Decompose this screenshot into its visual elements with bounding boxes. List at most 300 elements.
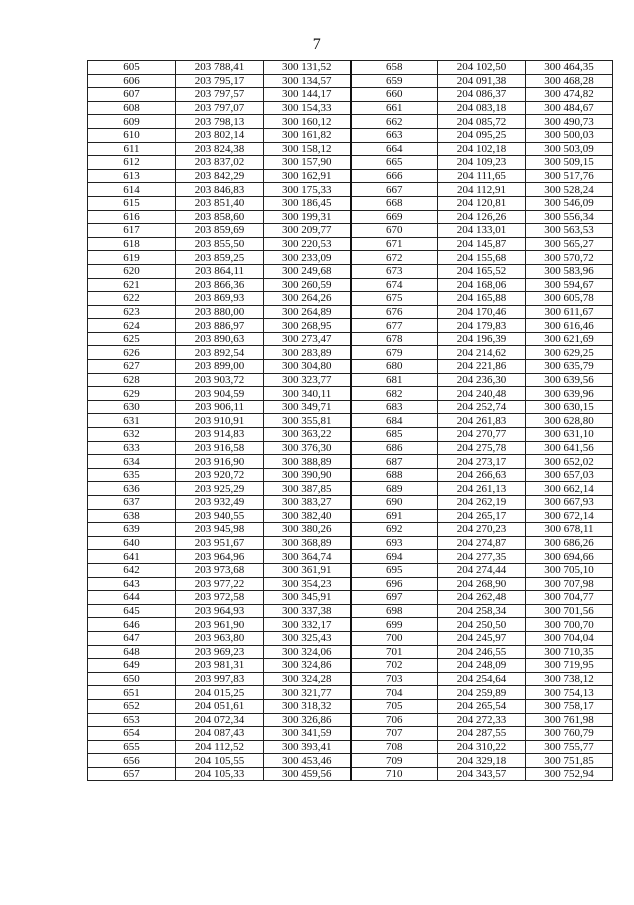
x-coordinate-cell: 203 920,72 bbox=[176, 468, 264, 482]
y-coordinate-cell: 300 376,30 bbox=[264, 441, 351, 455]
point-number-cell: 631 bbox=[88, 414, 176, 428]
table-row bbox=[88, 128, 613, 142]
x-coordinate-cell: 204 259,89 bbox=[438, 686, 526, 700]
x-coordinate-cell: 204 155,68 bbox=[438, 251, 526, 265]
y-coordinate-cell: 300 704,04 bbox=[526, 631, 613, 645]
y-coordinate-cell: 300 321,77 bbox=[264, 686, 351, 700]
table-row bbox=[88, 373, 613, 387]
y-coordinate-cell: 300 273,47 bbox=[264, 332, 351, 346]
y-coordinate-cell: 300 162,91 bbox=[264, 169, 351, 183]
y-coordinate-cell: 300 157,90 bbox=[264, 156, 351, 170]
y-coordinate-cell: 300 160,12 bbox=[264, 115, 351, 129]
point-number-cell: 670 bbox=[351, 224, 438, 238]
point-number-cell: 663 bbox=[351, 128, 438, 142]
x-coordinate-cell: 204 015,25 bbox=[176, 686, 264, 700]
x-coordinate-cell: 204 248,09 bbox=[438, 659, 526, 673]
point-number-cell: 642 bbox=[88, 563, 176, 577]
y-coordinate-cell: 300 616,46 bbox=[526, 319, 613, 333]
table-row bbox=[88, 577, 613, 591]
y-coordinate-cell: 300 260,59 bbox=[264, 278, 351, 292]
y-coordinate-cell: 300 175,33 bbox=[264, 183, 351, 197]
x-coordinate-cell: 204 272,33 bbox=[438, 713, 526, 727]
point-number-cell: 621 bbox=[88, 278, 176, 292]
point-number-cell: 647 bbox=[88, 631, 176, 645]
y-coordinate-cell: 300 694,66 bbox=[526, 550, 613, 564]
x-coordinate-cell: 204 275,78 bbox=[438, 441, 526, 455]
point-number-cell: 616 bbox=[88, 210, 176, 224]
point-number-cell: 685 bbox=[351, 428, 438, 442]
point-number-cell: 657 bbox=[88, 767, 176, 781]
y-coordinate-cell: 300 158,12 bbox=[264, 142, 351, 156]
x-coordinate-cell: 204 240,48 bbox=[438, 387, 526, 401]
table-row bbox=[88, 278, 613, 292]
x-coordinate-cell: 203 925,29 bbox=[176, 482, 264, 496]
x-coordinate-cell: 203 964,93 bbox=[176, 604, 264, 618]
y-coordinate-cell: 300 220,53 bbox=[264, 237, 351, 251]
y-coordinate-cell: 300 611,67 bbox=[526, 305, 613, 319]
y-coordinate-cell: 300 752,94 bbox=[526, 767, 613, 781]
table-row bbox=[88, 74, 613, 88]
point-number-cell: 708 bbox=[351, 740, 438, 754]
x-coordinate-cell: 204 265,17 bbox=[438, 509, 526, 523]
point-number-cell: 703 bbox=[351, 672, 438, 686]
y-coordinate-cell: 300 341,59 bbox=[264, 727, 351, 741]
point-number-cell: 675 bbox=[351, 292, 438, 306]
x-coordinate-cell: 204 087,43 bbox=[176, 727, 264, 741]
x-coordinate-cell: 203 890,63 bbox=[176, 332, 264, 346]
point-number-cell: 698 bbox=[351, 604, 438, 618]
x-coordinate-cell: 203 899,00 bbox=[176, 360, 264, 374]
table-row bbox=[88, 210, 613, 224]
point-number-cell: 689 bbox=[351, 482, 438, 496]
point-number-cell: 706 bbox=[351, 713, 438, 727]
x-coordinate-cell: 203 869,93 bbox=[176, 292, 264, 306]
x-coordinate-cell: 203 906,11 bbox=[176, 400, 264, 414]
x-coordinate-cell: 204 250,50 bbox=[438, 618, 526, 632]
point-number-cell: 641 bbox=[88, 550, 176, 564]
table-row bbox=[88, 767, 613, 781]
x-coordinate-cell: 203 910,91 bbox=[176, 414, 264, 428]
point-number-cell: 619 bbox=[88, 251, 176, 265]
y-coordinate-cell: 300 635,79 bbox=[526, 360, 613, 374]
x-coordinate-cell: 203 964,96 bbox=[176, 550, 264, 564]
point-number-cell: 633 bbox=[88, 441, 176, 455]
x-coordinate-cell: 203 932,49 bbox=[176, 496, 264, 510]
point-number-cell: 605 bbox=[88, 61, 176, 75]
point-number-cell: 679 bbox=[351, 346, 438, 360]
point-number-cell: 690 bbox=[351, 496, 438, 510]
table-row bbox=[88, 740, 613, 754]
table-row bbox=[88, 251, 613, 265]
x-coordinate-cell: 204 252,74 bbox=[438, 400, 526, 414]
point-number-cell: 653 bbox=[88, 713, 176, 727]
table-row bbox=[88, 550, 613, 564]
x-coordinate-cell: 204 277,35 bbox=[438, 550, 526, 564]
point-number-cell: 637 bbox=[88, 496, 176, 510]
x-coordinate-cell: 203 892,54 bbox=[176, 346, 264, 360]
point-number-cell: 652 bbox=[88, 699, 176, 713]
x-coordinate-cell: 203 886,97 bbox=[176, 319, 264, 333]
x-coordinate-cell: 204 145,87 bbox=[438, 237, 526, 251]
y-coordinate-cell: 300 509,15 bbox=[526, 156, 613, 170]
y-coordinate-cell: 300 393,41 bbox=[264, 740, 351, 754]
y-coordinate-cell: 300 361,91 bbox=[264, 563, 351, 577]
x-coordinate-cell: 204 095,25 bbox=[438, 128, 526, 142]
x-coordinate-cell: 204 085,72 bbox=[438, 115, 526, 129]
table-row bbox=[88, 156, 613, 170]
y-coordinate-cell: 300 546,09 bbox=[526, 196, 613, 210]
y-coordinate-cell: 300 628,80 bbox=[526, 414, 613, 428]
point-number-cell: 696 bbox=[351, 577, 438, 591]
x-coordinate-cell: 204 051,61 bbox=[176, 699, 264, 713]
point-number-cell: 710 bbox=[351, 767, 438, 781]
x-coordinate-cell: 204 274,44 bbox=[438, 563, 526, 577]
point-number-cell: 623 bbox=[88, 305, 176, 319]
point-number-cell: 625 bbox=[88, 332, 176, 346]
y-coordinate-cell: 300 583,96 bbox=[526, 264, 613, 278]
table-row bbox=[88, 686, 613, 700]
table-row bbox=[88, 414, 613, 428]
point-number-cell: 683 bbox=[351, 400, 438, 414]
y-coordinate-cell: 300 652,02 bbox=[526, 455, 613, 469]
point-number-cell: 668 bbox=[351, 196, 438, 210]
y-coordinate-cell: 300 387,85 bbox=[264, 482, 351, 496]
x-coordinate-cell: 204 268,90 bbox=[438, 577, 526, 591]
y-coordinate-cell: 300 751,85 bbox=[526, 754, 613, 768]
y-coordinate-cell: 300 758,17 bbox=[526, 699, 613, 713]
table-row bbox=[88, 754, 613, 768]
y-coordinate-cell: 300 154,33 bbox=[264, 101, 351, 115]
table-row bbox=[88, 264, 613, 278]
x-coordinate-cell: 204 102,18 bbox=[438, 142, 526, 156]
point-number-cell: 651 bbox=[88, 686, 176, 700]
point-number-cell: 640 bbox=[88, 536, 176, 550]
y-coordinate-cell: 300 657,03 bbox=[526, 468, 613, 482]
x-coordinate-cell: 204 245,97 bbox=[438, 631, 526, 645]
point-number-cell: 694 bbox=[351, 550, 438, 564]
x-coordinate-cell: 204 083,18 bbox=[438, 101, 526, 115]
y-coordinate-cell: 300 755,77 bbox=[526, 740, 613, 754]
x-coordinate-cell: 204 165,52 bbox=[438, 264, 526, 278]
x-coordinate-cell: 204 120,81 bbox=[438, 196, 526, 210]
x-coordinate-cell: 204 179,83 bbox=[438, 319, 526, 333]
x-coordinate-cell: 203 973,68 bbox=[176, 563, 264, 577]
x-coordinate-cell: 204 236,30 bbox=[438, 373, 526, 387]
table-row bbox=[88, 332, 613, 346]
table-row bbox=[88, 61, 613, 75]
y-coordinate-cell: 300 719,95 bbox=[526, 659, 613, 673]
y-coordinate-cell: 300 667,93 bbox=[526, 496, 613, 510]
y-coordinate-cell: 300 605,78 bbox=[526, 292, 613, 306]
point-number-cell: 699 bbox=[351, 618, 438, 632]
y-coordinate-cell: 300 264,26 bbox=[264, 292, 351, 306]
x-coordinate-cell: 204 165,88 bbox=[438, 292, 526, 306]
y-coordinate-cell: 300 678,11 bbox=[526, 523, 613, 537]
y-coordinate-cell: 300 131,52 bbox=[264, 61, 351, 75]
x-coordinate-cell: 203 824,38 bbox=[176, 142, 264, 156]
y-coordinate-cell: 300 639,96 bbox=[526, 387, 613, 401]
point-number-cell: 664 bbox=[351, 142, 438, 156]
x-coordinate-cell: 204 266,63 bbox=[438, 468, 526, 482]
y-coordinate-cell: 300 528,24 bbox=[526, 183, 613, 197]
x-coordinate-cell: 203 802,14 bbox=[176, 128, 264, 142]
x-coordinate-cell: 203 997,83 bbox=[176, 672, 264, 686]
point-number-cell: 655 bbox=[88, 740, 176, 754]
x-coordinate-cell: 204 261,83 bbox=[438, 414, 526, 428]
point-number-cell: 644 bbox=[88, 591, 176, 605]
y-coordinate-cell: 300 641,56 bbox=[526, 441, 613, 455]
point-number-cell: 628 bbox=[88, 373, 176, 387]
point-number-cell: 669 bbox=[351, 210, 438, 224]
x-coordinate-cell: 204 262,19 bbox=[438, 496, 526, 510]
x-coordinate-cell: 204 112,52 bbox=[176, 740, 264, 754]
point-number-cell: 618 bbox=[88, 237, 176, 251]
point-number-cell: 615 bbox=[88, 196, 176, 210]
x-coordinate-cell: 204 091,38 bbox=[438, 74, 526, 88]
table-row bbox=[88, 115, 613, 129]
table-row bbox=[88, 604, 613, 618]
point-number-cell: 609 bbox=[88, 115, 176, 129]
point-number-cell: 691 bbox=[351, 509, 438, 523]
y-coordinate-cell: 300 710,35 bbox=[526, 645, 613, 659]
x-coordinate-cell: 204 287,55 bbox=[438, 727, 526, 741]
y-coordinate-cell: 300 621,69 bbox=[526, 332, 613, 346]
y-coordinate-cell: 300 754,13 bbox=[526, 686, 613, 700]
table-row bbox=[88, 305, 613, 319]
x-coordinate-cell: 204 170,46 bbox=[438, 305, 526, 319]
point-number-cell: 701 bbox=[351, 645, 438, 659]
x-coordinate-cell: 203 851,40 bbox=[176, 196, 264, 210]
y-coordinate-cell: 300 686,26 bbox=[526, 536, 613, 550]
y-coordinate-cell: 300 459,56 bbox=[264, 767, 351, 781]
point-number-cell: 673 bbox=[351, 264, 438, 278]
x-coordinate-cell: 203 788,41 bbox=[176, 61, 264, 75]
table-row bbox=[88, 88, 613, 102]
table-row bbox=[88, 224, 613, 238]
y-coordinate-cell: 300 283,89 bbox=[264, 346, 351, 360]
page-number: 7 bbox=[312, 36, 322, 53]
y-coordinate-cell: 300 453,46 bbox=[264, 754, 351, 768]
point-number-cell: 610 bbox=[88, 128, 176, 142]
x-coordinate-cell: 203 859,69 bbox=[176, 224, 264, 238]
y-coordinate-cell: 300 517,76 bbox=[526, 169, 613, 183]
x-coordinate-cell: 204 265,54 bbox=[438, 699, 526, 713]
x-coordinate-cell: 204 270,23 bbox=[438, 523, 526, 537]
table-row bbox=[88, 387, 613, 401]
table-row bbox=[88, 699, 613, 713]
x-coordinate-cell: 203 903,72 bbox=[176, 373, 264, 387]
y-coordinate-cell: 300 364,74 bbox=[264, 550, 351, 564]
x-coordinate-cell: 204 126,26 bbox=[438, 210, 526, 224]
table-row bbox=[88, 360, 613, 374]
point-number-cell: 607 bbox=[88, 88, 176, 102]
point-number-cell: 695 bbox=[351, 563, 438, 577]
y-coordinate-cell: 300 388,89 bbox=[264, 455, 351, 469]
y-coordinate-cell: 300 249,68 bbox=[264, 264, 351, 278]
y-coordinate-cell: 300 705,10 bbox=[526, 563, 613, 577]
table-row bbox=[88, 591, 613, 605]
point-number-cell: 709 bbox=[351, 754, 438, 768]
table-row bbox=[88, 509, 613, 523]
x-coordinate-cell: 204 221,86 bbox=[438, 360, 526, 374]
point-number-cell: 702 bbox=[351, 659, 438, 673]
table-row bbox=[88, 237, 613, 251]
table-row bbox=[88, 183, 613, 197]
table-row bbox=[88, 346, 613, 360]
x-coordinate-cell: 204 246,55 bbox=[438, 645, 526, 659]
y-coordinate-cell: 300 468,28 bbox=[526, 74, 613, 88]
point-number-cell: 638 bbox=[88, 509, 176, 523]
table-row bbox=[88, 196, 613, 210]
point-number-cell: 612 bbox=[88, 156, 176, 170]
x-coordinate-cell: 204 086,37 bbox=[438, 88, 526, 102]
y-coordinate-cell: 300 144,17 bbox=[264, 88, 351, 102]
point-number-cell: 660 bbox=[351, 88, 438, 102]
table-row bbox=[88, 441, 613, 455]
y-coordinate-cell: 300 337,38 bbox=[264, 604, 351, 618]
y-coordinate-cell: 300 382,40 bbox=[264, 509, 351, 523]
point-number-cell: 654 bbox=[88, 727, 176, 741]
coordinates-table-body bbox=[88, 61, 613, 781]
y-coordinate-cell: 300 630,15 bbox=[526, 400, 613, 414]
x-coordinate-cell: 204 072,34 bbox=[176, 713, 264, 727]
y-coordinate-cell: 300 464,35 bbox=[526, 61, 613, 75]
table-row bbox=[88, 672, 613, 686]
x-coordinate-cell: 203 837,02 bbox=[176, 156, 264, 170]
point-number-cell: 676 bbox=[351, 305, 438, 319]
y-coordinate-cell: 300 324,28 bbox=[264, 672, 351, 686]
table-row bbox=[88, 645, 613, 659]
table-row bbox=[88, 292, 613, 306]
point-number-cell: 705 bbox=[351, 699, 438, 713]
point-number-cell: 646 bbox=[88, 618, 176, 632]
table-row bbox=[88, 496, 613, 510]
y-coordinate-cell: 300 484,67 bbox=[526, 101, 613, 115]
table-row bbox=[88, 523, 613, 537]
x-coordinate-cell: 204 274,87 bbox=[438, 536, 526, 550]
x-coordinate-cell: 203 916,90 bbox=[176, 455, 264, 469]
point-number-cell: 606 bbox=[88, 74, 176, 88]
point-number-cell: 687 bbox=[351, 455, 438, 469]
point-number-cell: 666 bbox=[351, 169, 438, 183]
y-coordinate-cell: 300 503,09 bbox=[526, 142, 613, 156]
y-coordinate-cell: 300 368,89 bbox=[264, 536, 351, 550]
x-coordinate-cell: 203 940,55 bbox=[176, 509, 264, 523]
point-number-cell: 700 bbox=[351, 631, 438, 645]
table-row bbox=[88, 482, 613, 496]
point-number-cell: 627 bbox=[88, 360, 176, 374]
y-coordinate-cell: 300 332,17 bbox=[264, 618, 351, 632]
y-coordinate-cell: 300 349,71 bbox=[264, 400, 351, 414]
y-coordinate-cell: 300 186,45 bbox=[264, 196, 351, 210]
point-number-cell: 649 bbox=[88, 659, 176, 673]
y-coordinate-cell: 300 199,31 bbox=[264, 210, 351, 224]
y-coordinate-cell: 300 318,32 bbox=[264, 699, 351, 713]
y-coordinate-cell: 300 268,95 bbox=[264, 319, 351, 333]
y-coordinate-cell: 300 345,91 bbox=[264, 591, 351, 605]
x-coordinate-cell: 203 963,80 bbox=[176, 631, 264, 645]
x-coordinate-cell: 203 969,23 bbox=[176, 645, 264, 659]
x-coordinate-cell: 203 977,22 bbox=[176, 577, 264, 591]
point-number-cell: 648 bbox=[88, 645, 176, 659]
y-coordinate-cell: 300 324,86 bbox=[264, 659, 351, 673]
x-coordinate-cell: 204 262,48 bbox=[438, 591, 526, 605]
point-number-cell: 613 bbox=[88, 169, 176, 183]
point-number-cell: 662 bbox=[351, 115, 438, 129]
x-coordinate-cell: 204 214,62 bbox=[438, 346, 526, 360]
point-number-cell: 659 bbox=[351, 74, 438, 88]
x-coordinate-cell: 204 273,17 bbox=[438, 455, 526, 469]
point-number-cell: 693 bbox=[351, 536, 438, 550]
x-coordinate-cell: 204 168,06 bbox=[438, 278, 526, 292]
y-coordinate-cell: 300 355,81 bbox=[264, 414, 351, 428]
y-coordinate-cell: 300 233,09 bbox=[264, 251, 351, 265]
x-coordinate-cell: 204 329,18 bbox=[438, 754, 526, 768]
y-coordinate-cell: 300 672,14 bbox=[526, 509, 613, 523]
y-coordinate-cell: 300 390,90 bbox=[264, 468, 351, 482]
x-coordinate-cell: 204 105,55 bbox=[176, 754, 264, 768]
point-number-cell: 620 bbox=[88, 264, 176, 278]
x-coordinate-cell: 203 914,83 bbox=[176, 428, 264, 442]
x-coordinate-cell: 203 797,57 bbox=[176, 88, 264, 102]
x-coordinate-cell: 203 961,90 bbox=[176, 618, 264, 632]
point-number-cell: 674 bbox=[351, 278, 438, 292]
point-number-cell: 650 bbox=[88, 672, 176, 686]
y-coordinate-cell: 300 594,67 bbox=[526, 278, 613, 292]
point-number-cell: 681 bbox=[351, 373, 438, 387]
y-coordinate-cell: 300 323,77 bbox=[264, 373, 351, 387]
x-coordinate-cell: 204 261,13 bbox=[438, 482, 526, 496]
x-coordinate-cell: 204 133,01 bbox=[438, 224, 526, 238]
y-coordinate-cell: 300 304,80 bbox=[264, 360, 351, 374]
y-coordinate-cell: 300 474,82 bbox=[526, 88, 613, 102]
point-number-cell: 684 bbox=[351, 414, 438, 428]
x-coordinate-cell: 203 842,29 bbox=[176, 169, 264, 183]
table-row bbox=[88, 727, 613, 741]
x-coordinate-cell: 203 797,07 bbox=[176, 101, 264, 115]
point-number-cell: 665 bbox=[351, 156, 438, 170]
y-coordinate-cell: 300 490,73 bbox=[526, 115, 613, 129]
x-coordinate-cell: 204 109,23 bbox=[438, 156, 526, 170]
y-coordinate-cell: 300 380,26 bbox=[264, 523, 351, 537]
y-coordinate-cell: 300 383,27 bbox=[264, 496, 351, 510]
x-coordinate-cell: 204 196,39 bbox=[438, 332, 526, 346]
point-number-cell: 636 bbox=[88, 482, 176, 496]
y-coordinate-cell: 300 701,56 bbox=[526, 604, 613, 618]
x-coordinate-cell: 204 343,57 bbox=[438, 767, 526, 781]
table-row bbox=[88, 618, 613, 632]
point-number-cell: 692 bbox=[351, 523, 438, 537]
x-coordinate-cell: 204 270,77 bbox=[438, 428, 526, 442]
x-coordinate-cell: 203 981,31 bbox=[176, 659, 264, 673]
point-number-cell: 656 bbox=[88, 754, 176, 768]
x-coordinate-cell: 204 102,50 bbox=[438, 61, 526, 75]
point-number-cell: 667 bbox=[351, 183, 438, 197]
x-coordinate-cell: 204 258,34 bbox=[438, 604, 526, 618]
x-coordinate-cell: 203 904,59 bbox=[176, 387, 264, 401]
x-coordinate-cell: 203 866,36 bbox=[176, 278, 264, 292]
table-row bbox=[88, 455, 613, 469]
point-number-cell: 672 bbox=[351, 251, 438, 265]
y-coordinate-cell: 300 161,82 bbox=[264, 128, 351, 142]
x-coordinate-cell: 204 310,22 bbox=[438, 740, 526, 754]
point-number-cell: 639 bbox=[88, 523, 176, 537]
point-number-cell: 688 bbox=[351, 468, 438, 482]
point-number-cell: 697 bbox=[351, 591, 438, 605]
y-coordinate-cell: 300 340,11 bbox=[264, 387, 351, 401]
y-coordinate-cell: 300 324,06 bbox=[264, 645, 351, 659]
table-row bbox=[88, 659, 613, 673]
